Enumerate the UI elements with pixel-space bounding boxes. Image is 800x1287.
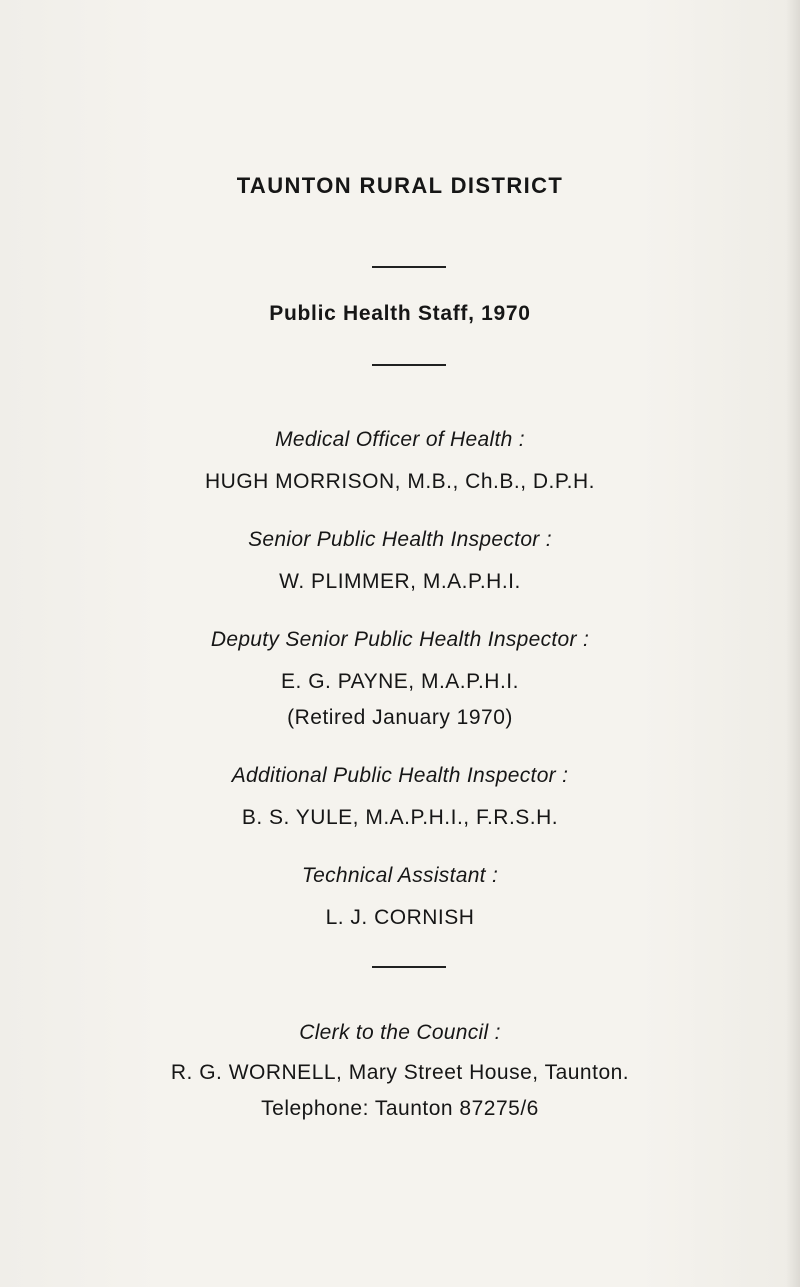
divider-rule [372, 364, 446, 366]
role-additional-inspector: Additional Public Health Inspector : [231, 764, 569, 787]
divider-rule [372, 266, 446, 268]
name-senior-inspector: W. PLIMMER, M.A.P.H.I. [279, 570, 521, 593]
role-deputy-inspector: Deputy Senior Public Health Inspector : [210, 628, 590, 651]
page-subtitle: Public Health Staff, 1970 [269, 302, 531, 325]
name-medical-officer: HUGH MORRISON, M.B., Ch.B., D.P.H. [205, 470, 595, 493]
name-deputy-inspector: E. G. PAYNE, M.A.P.H.I. [281, 670, 519, 693]
clerk-telephone: Telephone: Taunton 87275/6 [261, 1097, 539, 1120]
role-medical-officer: Medical Officer of Health : [275, 428, 525, 451]
page-title: TAUNTON RURAL DISTRICT [236, 173, 564, 198]
divider-rule [372, 966, 446, 968]
role-clerk: Clerk to the Council : [299, 1021, 501, 1044]
name-additional-inspector: B. S. YULE, M.A.P.H.I., F.R.S.H. [241, 806, 559, 829]
name-clerk: R. G. WORNELL, Mary Street House, Taunton. [170, 1061, 630, 1084]
name-technical-assistant: L. J. CORNISH [325, 906, 475, 929]
role-technical-assistant: Technical Assistant : [301, 864, 499, 887]
note-deputy-retired: (Retired January 1970) [287, 706, 513, 729]
role-senior-inspector: Senior Public Health Inspector : [248, 528, 552, 551]
